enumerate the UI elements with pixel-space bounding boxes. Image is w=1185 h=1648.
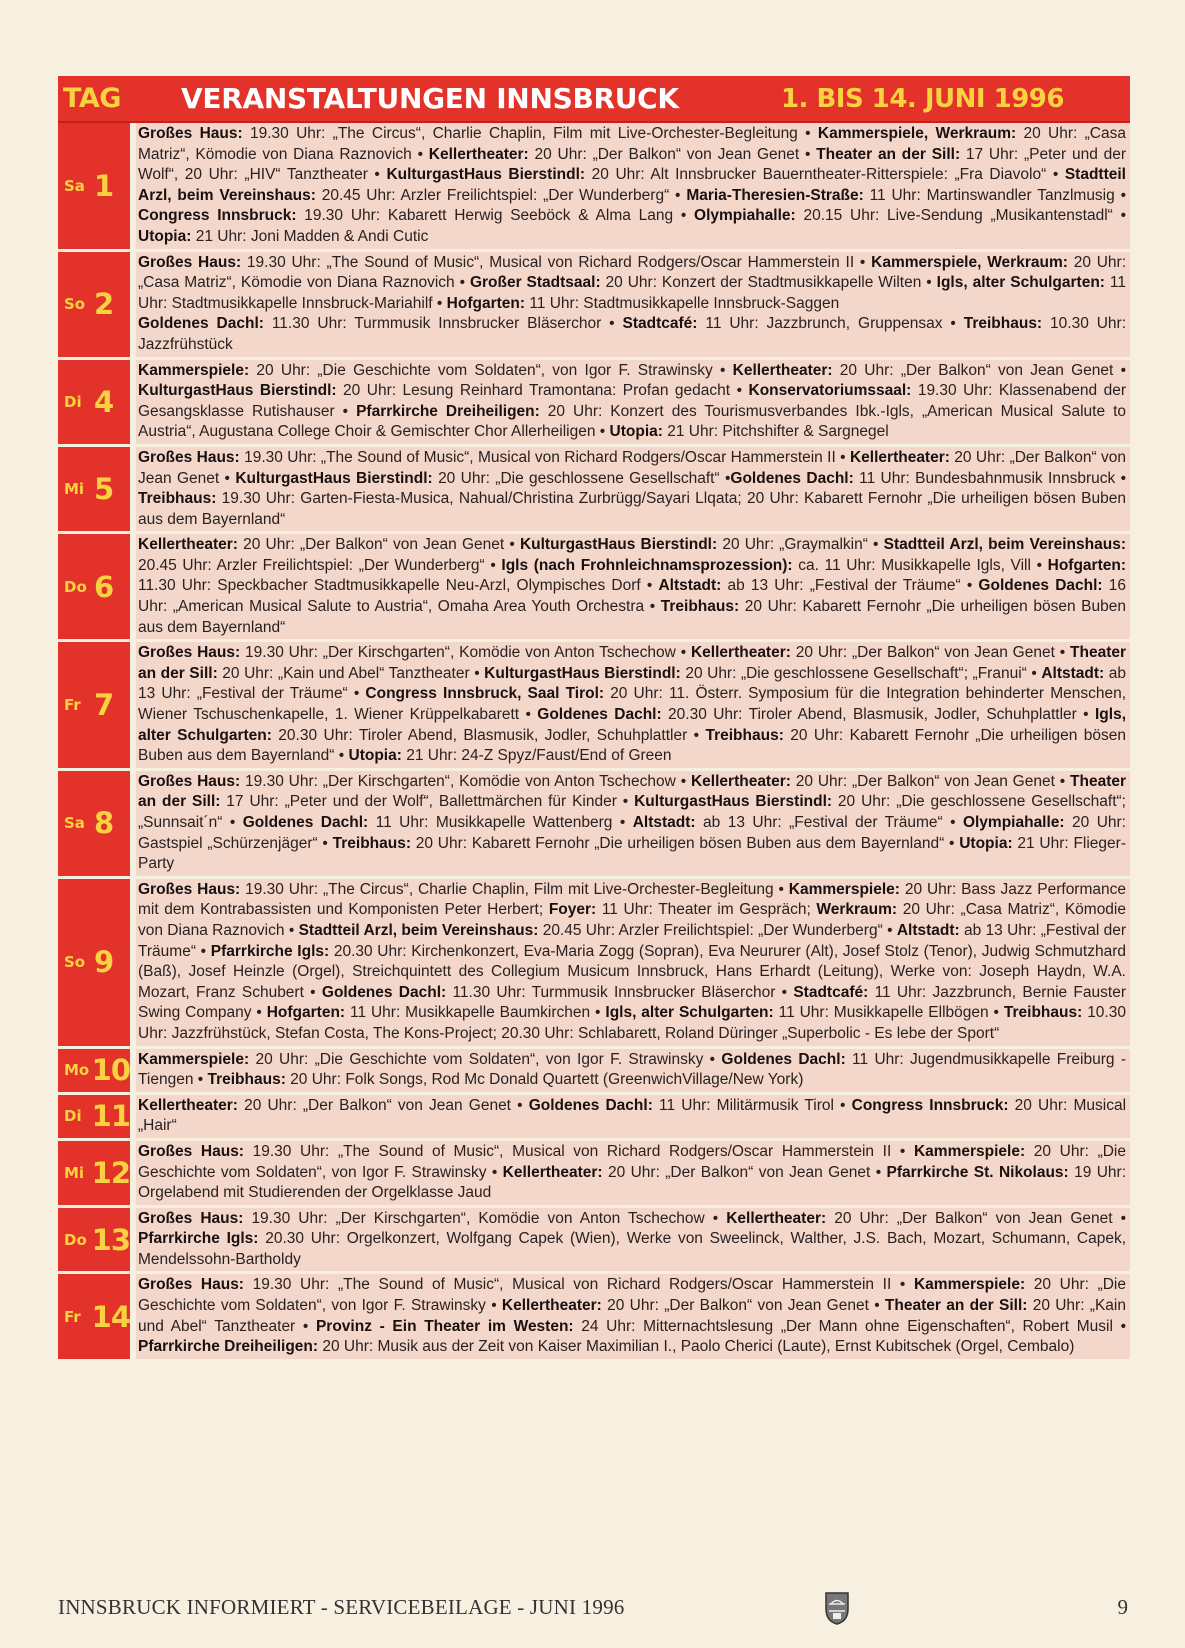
events-paragraph: [138, 314, 1126, 355]
venue-name: Maria-Theresien-Straße:: [686, 186, 864, 204]
event-details: 11 Uhr: Jazzbrunch, Bernie Fauster Swing Company •: [138, 983, 1126, 1022]
event-details: 20 Uhr: Musik aus der Zeit von Kaiser Maximilian I., Paolo Cherici (Laute), Ernst Kubitschek (Orgel, Cembalo): [318, 1338, 1075, 1356]
events-text: [136, 1208, 1130, 1272]
event-details: 20 Uhr: „Der Balkon“ von Jean Genet •: [237, 1096, 529, 1114]
event-details: 19.30 Uhr: „The Sound of Music“, Musical von Richard Rodgers/Oscar Hammerstein II •: [243, 1142, 914, 1160]
venue-name: Igls, alter Schulgarten:: [138, 706, 1127, 744]
table-header: [58, 76, 1130, 123]
venue-name: Treibhaus:: [207, 1071, 286, 1089]
event-details: 19.30 Uhr: Klassenabend der Gesangsklasse Rutishauser •: [138, 382, 1127, 420]
event-details: 20 Uhr: Kabarett Fernohr „Die urheiligen bösen Buben aus dem Bayernland“ •: [411, 834, 960, 852]
venue-name: Pfarrkirche St. Nikolaus:: [886, 1163, 1069, 1181]
venue-name: Stadtteil Arzl, beim Vereinshaus:: [138, 166, 1126, 204]
venue-name: Kellertheater:: [732, 361, 833, 379]
weekday-label: Mo: [64, 1061, 90, 1080]
venue-name: KulturgastHaus Bierstindl:: [634, 793, 833, 811]
venue-name: Kammerspiele, Werkraum:: [817, 125, 1017, 142]
venue-name: Goldenes Dachl:: [321, 983, 447, 1001]
day-column-header: TAG: [63, 83, 121, 114]
footer-text: INNSBRUCK INFORMIERT - SERVICEBEILAGE - JUNI 1996: [58, 1595, 625, 1619]
venue-name: Goldenes Dachl:: [138, 315, 264, 333]
venue-name: Theater an der Sill:: [138, 772, 1127, 811]
day-number: 5: [94, 472, 114, 507]
event-details: 20 Uhr: Kabarett Fernohr „Die urheiligen bösen Buben aus dem Bayernland“ •: [138, 726, 1126, 765]
event-details: ca. 11 Uhr: Musikkapelle Igls, Vill •: [792, 556, 1048, 574]
event-details: 20.30 Uhr: Tiroler Abend, Blasmusik, Jodler, Schuhplattler •: [271, 726, 706, 744]
day-number: 12: [91, 1155, 130, 1190]
event-details: 20 Uhr: „Der Balkon“ von Jean Genet •: [528, 145, 817, 163]
events-paragraph: [138, 535, 1126, 638]
event-details: 19.30 Uhr: „The Circus“, Charlie Chaplin, Film mit Live-Orchester-Begleitung •: [240, 880, 789, 898]
event-details: 11.30 Uhr: Turmmusik Innsbrucker Bläserchor •: [263, 315, 623, 333]
venue-name: Stadtteil Arzl, beim Vereinshaus:: [883, 536, 1126, 554]
event-details: 20.30 Uhr: Orgelkonzert, Wolfgang Capek (Wien), Werke von Sweelinck, Walther, J.S. Bach, Mozart, Schumann, Capek, Mendelssohn-Bartholdy: [138, 1230, 1127, 1268]
event-details: 20 Uhr: „Die geschlossene Gesellschaft“; „Franui“ •: [680, 664, 1042, 682]
day-number: 6: [94, 569, 114, 604]
event-details: 20 Uhr: „Casa Matriz“, Kömodie von Diana Raznovich •: [138, 125, 1126, 163]
events-paragraph: [138, 1275, 1126, 1357]
events-text: [136, 1049, 1130, 1092]
venue-name: Pfarrkirche Dreiheiligen:: [138, 1338, 319, 1356]
day-row: [58, 360, 1130, 447]
weekday-label: Mi: [64, 1163, 85, 1182]
weekday-label: Fr: [64, 1307, 81, 1326]
event-details: 21 Uhr: Pitchshifter & Sargnegel: [662, 423, 889, 441]
venue-name: Goldenes Dachl:: [730, 469, 854, 487]
venue-name: Utopia:: [348, 747, 402, 765]
venue-name: Kellertheater:: [138, 1096, 238, 1114]
event-details: 11 Uhr: Theater im Gespräch;: [596, 901, 817, 919]
venue-name: Kellertheater:: [690, 772, 791, 790]
events-text: [136, 1274, 1130, 1358]
event-details: 20.45 Uhr: Arzler Freilichtspiel: „Der Wunderberg“ •: [538, 921, 897, 939]
events-text: [136, 252, 1130, 357]
event-details: 24 Uhr: Mitternachtslesung „Der Mann ohne Eigenschaften“, Robert Musil •: [573, 1317, 1126, 1335]
venue-name: Stadtteil Arzl, beim Vereinshaus:: [298, 921, 539, 939]
venue-name: Goldenes Dachl:: [242, 814, 369, 831]
event-details: 11.30 Uhr: Turmmusik Innsbrucker Bläserchor •: [446, 983, 794, 1001]
event-details: 20 Uhr: „Der Balkon“ von Jean Genet •: [138, 448, 1127, 487]
venue-name: Großes Haus:: [138, 1209, 244, 1227]
event-details: 11 Uhr: Jugendmusikkapelle Freiburg - Tiengen •: [138, 1050, 1126, 1089]
event-details: 20 Uhr: Musical „Hair“: [138, 1096, 1127, 1135]
event-details: 20 Uhr: Konzert des Tourismusverbandes Ibk.-Igls, „American Musical Salute to Austria“, Augustana College Choir & Gemischter Chor Allerheiligen •: [138, 402, 1126, 441]
event-details: 20 Uhr: „Kain und Abel“ Tanztheater •: [217, 664, 485, 682]
day-row: [58, 123, 1130, 252]
event-details: 21 Uhr: Flieger-Party: [138, 834, 1126, 873]
venue-name: Hofgarten:: [266, 1004, 346, 1022]
venue-name: KulturgastHaus Bierstindl:: [484, 664, 681, 682]
venue-name: Theater an der Sill:: [884, 1297, 1028, 1315]
venue-name: Provinz - Ein Theater im Westen:: [315, 1317, 574, 1335]
venue-name: Stadtcafé:: [622, 315, 698, 333]
day-number: 7: [94, 688, 114, 723]
weekday-label: Do: [64, 1230, 87, 1249]
event-details: 21 Uhr: Joni Madden & Andi Cutic: [191, 227, 429, 245]
event-details: 20 Uhr: „Casa Matriz“, Kömodie von Diana Raznovich •: [138, 253, 1127, 292]
event-details: 20 Uhr: „Der Balkon“ von Jean Genet •: [237, 536, 520, 554]
weekday-label: Sa: [64, 176, 85, 195]
weekday-label: Fr: [64, 696, 81, 715]
venue-name: Großes Haus:: [138, 772, 241, 790]
venue-name: Utopia:: [138, 227, 192, 245]
event-details: 20 Uhr: „Der Balkon“ von Jean Genet •: [832, 361, 1126, 379]
event-rows: [58, 123, 1130, 1362]
event-details: 19.30 Uhr: Kabarett Herwig Seeböck & Alma Lang •: [296, 207, 695, 225]
venue-name: Kammerspiele:: [138, 361, 250, 379]
venue-name: KulturgastHaus Bierstindl:: [235, 469, 433, 487]
day-cell: [58, 534, 130, 639]
venue-name: Theater an der Sill:: [138, 644, 1127, 682]
event-details: 20 Uhr: Alt Innsbrucker Bauerntheater-Ritterspiele: „Fra Diavolo“ •: [585, 166, 1065, 184]
venue-name: Utopia:: [959, 834, 1013, 852]
venue-name: Igls, alter Schulgarten:: [936, 274, 1105, 292]
event-details: 11 Uhr: Stadtmusikkapelle Innsbruck-Mariahilf •: [138, 274, 1126, 312]
day-row: [58, 1208, 1130, 1275]
event-details: 20 Uhr: „Der Balkon“ von Jean Genet •: [790, 644, 1071, 662]
event-details: 20.30 Uhr: Tiroler Abend, Blasmusik, Jodler, Schuhplattler •: [661, 706, 1095, 724]
day-cell: [58, 1095, 130, 1138]
event-details: 20 Uhr: „Die Geschichte vom Soldaten“, von Igor F. Strawinsky •: [138, 1276, 1126, 1315]
weekday-label: Sa: [64, 814, 85, 833]
venue-name: Großes Haus:: [138, 1142, 244, 1160]
day-row: [58, 771, 1130, 879]
event-details: 19.30 Uhr: Garten-Fiesta-Musica, Nahual/Christina Zurbrügg/Sayari Llqata; 20 Uhr: Kabarett Fernohr „Die urheiligen bösen Buben aus dem Bayernland“: [138, 490, 1126, 528]
venue-name: Altstadt:: [1041, 664, 1105, 682]
event-details: 20 Uhr: Kabarett Fernohr „Die urheiligen bösen Buben aus dem Bayernland“: [138, 598, 1126, 636]
event-details: 19.30 Uhr: „Der Kirschgarten“, Komödie von Anton Tschechow •: [240, 772, 691, 790]
venue-name: Kellertheater:: [726, 1209, 827, 1227]
venue-name: Goldenes Dachl:: [537, 706, 662, 724]
day-number: 4: [94, 384, 114, 419]
event-details: 11 Uhr: Bundesbahnmusik Innsbruck •: [853, 469, 1127, 487]
event-details: 11 Uhr: Martinswandler Tanzlmusig •: [863, 186, 1126, 204]
venue-name: Treibhaus:: [705, 726, 784, 744]
venue-name: Treibhaus:: [1003, 1004, 1083, 1022]
venue-name: Igls (nach Frohnleichnamsprozession):: [501, 556, 793, 574]
venue-name: Pfarrkirche Igls:: [138, 1230, 259, 1248]
venue-name: Großes Haus:: [138, 880, 241, 898]
day-row: [58, 252, 1130, 360]
event-details: 10.30 Uhr: Jazzfrühstück: [138, 315, 1127, 353]
event-details: 19 Uhr: Orgelabend mit Studierenden der Orgelklasse Jaud: [138, 1163, 1127, 1202]
venue-name: Olympiahalle:: [694, 207, 796, 225]
day-number: 13: [91, 1222, 130, 1257]
event-details: 20 Uhr: „Graymalkin“ •: [717, 536, 884, 554]
venue-name: Großes Haus:: [138, 1276, 244, 1294]
day-number: 2: [94, 287, 114, 322]
event-details: ab 13 Uhr: „Festival der Träume“ •: [138, 921, 1127, 960]
venue-name: Stadtcafé:: [793, 983, 869, 1001]
day-number: 8: [94, 806, 114, 841]
weekday-label: Di: [64, 392, 82, 411]
venue-name: Altstadt:: [896, 921, 960, 939]
venue-name: Großer Stadtsaal:: [469, 274, 601, 292]
event-details: 20 Uhr: „Der Balkon“ von Jean Genet •: [602, 1163, 887, 1181]
event-details: 11.30 Uhr: Speckbacher Stadtmusikkapelle Neu-Arzl, Olympisches Dorf •: [138, 577, 659, 595]
day-row: [58, 642, 1130, 771]
day-cell: [58, 879, 130, 1046]
venue-name: Kammerspiele:: [913, 1276, 1026, 1294]
venue-name: Werkraum:: [816, 901, 898, 919]
venue-name: Kammerspiele:: [913, 1142, 1026, 1160]
events-paragraph: [138, 1209, 1126, 1271]
event-details: 19.30 Uhr: „The Circus“, Charlie Chaplin, Film mit Live-Orchester-Begleitung •: [242, 125, 818, 142]
venue-name: Treibhaus:: [963, 315, 1043, 333]
event-details: 20 Uhr: „Die geschlossene Gesellschaft“; „Sunnsait´n“ •: [138, 793, 1126, 831]
venue-name: Kellertheater:: [138, 536, 238, 554]
venue-name: Hofgarten:: [446, 294, 526, 312]
venue-name: KulturgastHaus Bierstindl:: [519, 536, 718, 554]
venue-name: Congress Innsbruck, Saal Tirol:: [365, 685, 605, 703]
events-paragraph: [138, 361, 1126, 443]
venue-name: Goldenes Dachl:: [721, 1050, 846, 1068]
day-number: 1: [94, 168, 114, 203]
day-cell: [58, 123, 130, 249]
venue-name: Goldenes Dachl:: [978, 577, 1103, 595]
events-paragraph: [138, 124, 1126, 248]
weekday-label: Di: [64, 1107, 82, 1126]
day-row: [58, 1095, 1130, 1141]
event-details: ab 13 Uhr: „Festival der Träume“ •: [138, 664, 1126, 703]
venue-name: Treibhaus:: [660, 598, 740, 616]
weekday-label: So: [64, 953, 86, 972]
event-details: 20 Uhr: „Der Balkon“ von Jean Genet •: [601, 1297, 885, 1315]
venue-name: Großes Haus:: [138, 253, 242, 271]
event-details: 20 Uhr: Lesung Reinhard Tramontana: Profan gedacht •: [336, 382, 749, 400]
event-details: 20 Uhr: „Der Balkon“ von Jean Genet •: [790, 772, 1071, 790]
day-cell: [58, 1141, 130, 1205]
event-details: 20.30 Uhr: Kirchenkonzert, Eva-Maria Zogg (Sopran), Eva Neururer (Alt), Josef Stolz (Tenor), Judwig Schmutzhard (Baß), Josef Heinzle (Orgel), Streichquintett des Collegium Musicum Innsbruck, Hans Erhardt (Leitung), Werke von: Joseph Haydn, W.A. Mozart, Franz Schubert •: [138, 942, 1126, 1001]
venue-name: Treibhaus:: [138, 490, 217, 508]
event-details: 17 Uhr: „Peter und der Wolf“, Ballettmärchen für Kinder •: [220, 793, 635, 811]
events-paragraph: [138, 1050, 1126, 1091]
page-footer: [58, 1591, 1130, 1621]
venue-name: Konservatoriumssaal:: [748, 382, 912, 400]
venue-name: Hofgarten:: [1047, 556, 1126, 574]
event-details: 20 Uhr: Konzert der Stadtmusikkapelle Wilten •: [600, 274, 937, 292]
venue-name: Olympiahalle:: [962, 814, 1065, 831]
day-row: [58, 1274, 1130, 1361]
venue-name: Congress Innsbruck:: [138, 207, 297, 225]
day-number: 10: [91, 1053, 130, 1088]
events-text: [136, 642, 1130, 768]
event-details: 20 Uhr: Bass Jazz Performance mit dem Kontrabassisten und Komponisten Peter Herbert;: [138, 880, 1126, 919]
event-details: 20 Uhr: „Kain und Abel“ Tanztheater •: [138, 1297, 1126, 1335]
event-details: 10.30 Uhr: Jazzfrühstück, Stefan Costa, The Kons-Project; 20.30 Uhr: Schlabarett, Roland Düringer „Superbolic - Es lebe der Sport“: [138, 1004, 1126, 1042]
events-table: [58, 76, 1130, 1362]
event-details: 20 Uhr: „Die geschlossene Gesellschaft“ •: [432, 469, 731, 487]
event-details: 19.30 Uhr: „The Sound of Music“, Musical von Richard Rodgers/Oscar Hammerstein II •: [239, 448, 850, 466]
event-details: 20 Uhr: „Die Geschichte vom Soldaten“, von Igor F. Strawinsky •: [249, 1050, 722, 1068]
event-details: 16 Uhr: „American Musical Salute to Austria“, Omaha Area Youth Orchestra •: [138, 577, 1126, 616]
event-details: 20.45 Uhr: Arzler Freilichtspiel: „Der Wunderberg“ •: [138, 556, 502, 574]
day-cell: [58, 360, 130, 444]
venue-name: Großes Haus:: [138, 448, 240, 466]
day-cell: [58, 1049, 130, 1092]
events-text: [136, 534, 1130, 639]
venue-name: Kammerspiele:: [788, 880, 900, 898]
event-details: ab 13 Uhr: „Festival der Träume“ •: [695, 814, 963, 831]
venue-name: KulturgastHaus Bierstindl:: [386, 166, 586, 184]
venue-name: Kammerspiele, Werkraum:: [871, 253, 1068, 271]
venue-name: Großes Haus:: [138, 125, 243, 142]
day-row: [58, 447, 1130, 534]
weekday-label: Mi: [64, 480, 85, 499]
event-details: 17 Uhr: „Peter und der Wolf“, 20 Uhr: „HIV“ Tanztheater •: [138, 145, 1126, 184]
events-text: [136, 879, 1130, 1046]
day-row: [58, 879, 1130, 1049]
event-details: 19.30 Uhr: „Der Kirschgarten“, Komödie von Anton Tschechow •: [240, 644, 691, 662]
day-cell: [58, 1274, 130, 1358]
venue-name: Congress Innsbruck:: [851, 1096, 1009, 1114]
page-title: VERANSTALTUNGEN INNSBRUCK: [181, 82, 679, 115]
event-details: 19.30 Uhr: „The Sound of Music“, Musical von Richard Rodgers/Oscar Hammerstein II •: [243, 1276, 914, 1294]
day-row: [58, 1049, 1130, 1095]
events-text: [136, 771, 1130, 876]
day-row: [58, 1141, 1130, 1208]
events-paragraph: [138, 772, 1126, 875]
event-details: 19.30 Uhr: „The Sound of Music“, Musical von Richard Rodgers/Oscar Hammerstein II •: [241, 253, 872, 271]
venue-name: Igls, alter Schulgarten:: [605, 1004, 774, 1022]
event-details: 11 Uhr: Militärmusik Tirol •: [652, 1096, 852, 1114]
venue-name: Altstadt:: [632, 814, 696, 831]
events-text: [136, 360, 1130, 444]
day-cell: [58, 1208, 130, 1272]
event-details: 20 Uhr: Gastspiel „Schürzenjäger“ •: [138, 814, 1126, 852]
venue-name: Pfarrkirche Dreiheiligen:: [356, 402, 540, 420]
venue-name: Großes Haus:: [138, 644, 241, 662]
events-paragraph: [138, 1096, 1126, 1137]
event-details: 20 Uhr: „Casa Matriz“, Kömodie von Diana Raznovich •: [138, 901, 1126, 939]
venue-name: Kellertheater:: [502, 1163, 603, 1181]
venue-name: Kellertheater:: [428, 145, 529, 163]
event-details: 20 Uhr: 11. Österr. Symposium für die Integration behinderter Menschen, Wiener Tschuschenkapelle, 1. Wiener Krüppelkabarett •: [138, 685, 1127, 724]
day-row: [58, 534, 1130, 642]
event-details: 21 Uhr: 24-Z Spyz/Faust/End of Green: [401, 747, 672, 765]
day-cell: [58, 447, 130, 531]
venue-name: Kellertheater:: [690, 644, 791, 662]
venue-name: Pfarrkirche Igls:: [210, 942, 330, 960]
event-details: ab 13 Uhr: „Festival der Träume“ •: [721, 577, 979, 595]
venue-name: Foyer:: [548, 901, 597, 919]
day-number: 11: [91, 1099, 130, 1134]
event-details: 11 Uhr: Stadtmusikkapelle Innsbruck-Saggen: [525, 294, 840, 312]
venue-name: KulturgastHaus Bierstindl:: [138, 382, 337, 400]
day-cell: [58, 642, 130, 768]
event-details: 20.45 Uhr: Arzler Freilichtspiel: „Der Wunderberg“ •: [315, 186, 687, 204]
events-text: [136, 447, 1130, 531]
event-details: 11 Uhr: Musikkapelle Baumkirchen •: [345, 1004, 606, 1022]
day-cell: [58, 252, 130, 357]
events-paragraph: [138, 1142, 1126, 1204]
venue-name: Treibhaus:: [332, 834, 412, 852]
venue-name: Altstadt:: [658, 577, 722, 595]
events-text: [136, 1141, 1130, 1205]
event-details: 11 Uhr: Musikkapelle Wattenberg •: [368, 814, 633, 831]
events-paragraph: [138, 253, 1126, 315]
event-details: 11 Uhr: Jazzbrunch, Gruppensax •: [697, 315, 964, 333]
venue-name: Kammerspiele:: [138, 1050, 250, 1068]
events-paragraph: [138, 643, 1126, 767]
weekday-label: Do: [64, 577, 87, 596]
page-number: 9: [1117, 1595, 1128, 1619]
venue-name: Theater an der Sill:: [816, 145, 961, 163]
event-details: 20.15 Uhr: Live-Sendung „Musikantenstadl“ •: [795, 207, 1126, 225]
events-text: [136, 123, 1130, 249]
events-paragraph: [138, 880, 1126, 1045]
events-paragraph: [138, 448, 1126, 530]
weekday-label: So: [64, 295, 86, 314]
innsbruck-crest-icon: [824, 1591, 850, 1625]
venue-name: Utopia:: [609, 423, 663, 441]
day-cell: [58, 771, 130, 876]
event-details: 11 Uhr: Musikkapelle Ellbögen •: [773, 1004, 1004, 1022]
events-text: [136, 1095, 1130, 1138]
venue-name: Goldenes Dachl:: [528, 1096, 653, 1114]
event-details: 20 Uhr: „Der Balkon“ von Jean Genet •: [826, 1209, 1127, 1227]
venue-name: Kellertheater:: [501, 1297, 602, 1315]
day-number: 14: [91, 1299, 130, 1334]
day-number: 9: [94, 945, 114, 980]
event-details: 20 Uhr: „Die Geschichte vom Soldaten“, von Igor F. Strawinsky •: [249, 361, 733, 379]
event-details: 20 Uhr: „Die Geschichte vom Soldaten“, von Igor F. Strawinsky •: [138, 1142, 1126, 1181]
event-details: 19.30 Uhr: „Der Kirschgarten“, Komödie von Anton Tschechow •: [243, 1209, 727, 1227]
venue-name: Kellertheater:: [849, 448, 950, 466]
date-range: 1. BIS 14. JUNI 1996: [780, 83, 1064, 114]
event-details: 20 Uhr: Folk Songs, Rod Mc Donald Quartett (GreenwichVillage/New York): [285, 1071, 804, 1089]
